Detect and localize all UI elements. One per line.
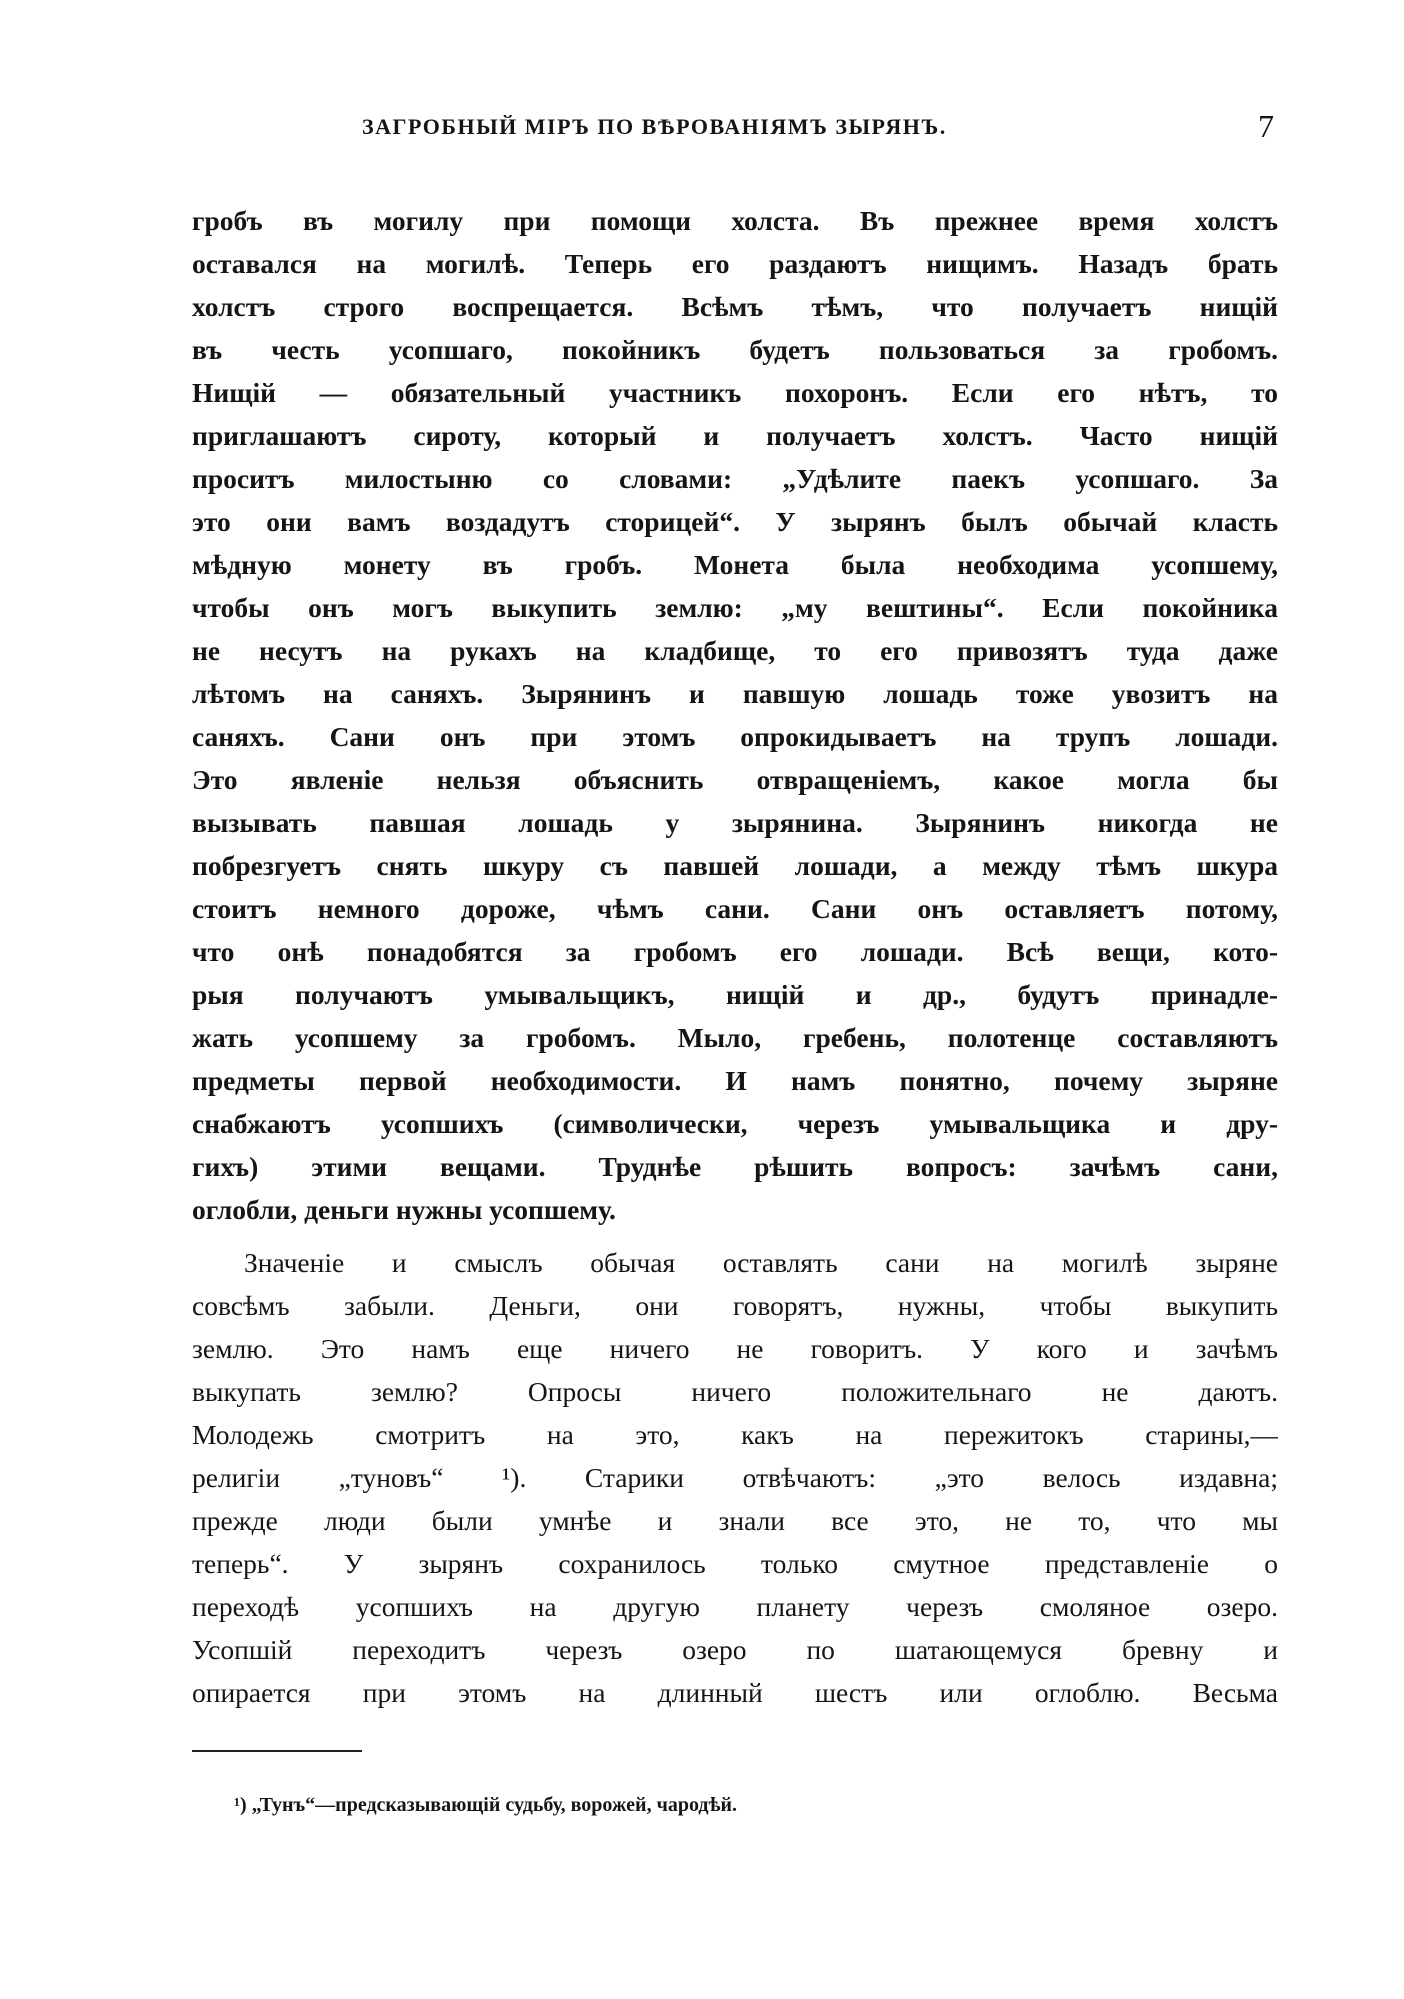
text-line: что онѣ понадобятся за гробомъ его лошади. Всѣ вещи, кото- xyxy=(192,936,1278,967)
text-line: выкупать землю? Опросы ничего положительнаго не даютъ. xyxy=(192,1376,1278,1407)
text-line: опирается при этомъ на длинный шестъ или оглоблю. Весьма xyxy=(192,1677,1278,1708)
text-line: религіи „туновъ“ ¹). Старики отвѣчаютъ: „это велось издавна; xyxy=(192,1462,1278,1493)
text-line: чтобы онъ могъ выкупить землю: „му вештины“. Если покойника xyxy=(192,592,1278,623)
text-line: приглашаютъ сироту, который и получаетъ холстъ. Часто нищій xyxy=(192,420,1278,451)
footnote-divider xyxy=(192,1750,362,1752)
text-line: предметы первой необходимости. И намъ понятно, почему зыряне xyxy=(192,1065,1278,1096)
text-line: рыя получаютъ умывальщикъ, нищій и др., будутъ принадле- xyxy=(192,979,1278,1010)
text-line: Значеніе и смыслъ обычая оставлять сани на могилѣ зыряне xyxy=(244,1247,1278,1278)
text-line: снабжаютъ усопшихъ (символически, черезъ умывальщика и дру- xyxy=(192,1108,1278,1139)
text-line: побрезгуетъ снять шкуру съ павшей лошади, а между тѣмъ шкура xyxy=(192,850,1278,881)
text-line: мѣдную монету въ гробъ. Монета была необходима усопшему, xyxy=(192,549,1278,580)
text-line: переходѣ усопшихъ на другую планету черезъ смоляное озеро. xyxy=(192,1591,1278,1622)
running-title: ЗАГРОБНЫЙ МІРЪ ПО ВѢРОВАНІЯМЪ ЗЫРЯНЪ. xyxy=(362,114,947,139)
text-line: холстъ строго воспрещается. Всѣмъ тѣмъ, что получаетъ нищій xyxy=(192,291,1278,322)
text-line: проситъ милостыню со словами: „Удѣлите паекъ усопшаго. За xyxy=(192,463,1278,494)
text-line: не несутъ на рукахъ на кладбище, то его привозятъ туда даже xyxy=(192,635,1278,666)
footnote: ¹) „Тунъ“—предсказывающій судьбу, ворожей, чародѣй. xyxy=(234,1794,738,1816)
text-line: стоитъ немного дороже, чѣмъ сани. Сани онъ оставляетъ потому, xyxy=(192,893,1278,924)
text-line: Нищій — обязательный участникъ похоронъ. Если его нѣтъ, то xyxy=(192,377,1278,408)
text-line: оставался на могилѣ. Теперь его раздаютъ нищимъ. Назадъ брать xyxy=(192,248,1278,279)
text-line: саняхъ. Сани онъ при этомъ опрокидываетъ на трупъ лошади. xyxy=(192,721,1278,752)
text-line: совсѣмъ забыли. Деньги, они говорятъ, нужны, чтобы выкупить xyxy=(192,1290,1278,1321)
text-line: Молодежь смотритъ на это, какъ на пережитокъ старины,— xyxy=(192,1419,1278,1450)
text-line: жать усопшему за гробомъ. Мыло, гребень, полотенце составляютъ xyxy=(192,1022,1278,1053)
text-line: теперь“. У зырянъ сохранилось только смутное представленіе о xyxy=(192,1548,1278,1579)
text-line: Это явленіе нельзя объяснить отвращеніемъ, какое могла бы xyxy=(192,764,1278,795)
text-line: вызывать павшая лошадь у зырянина. Зырянинъ никогда не xyxy=(192,807,1278,838)
text-line: гихъ) этими вещами. Труднѣе рѣшить вопросъ: зачѣмъ сани, xyxy=(192,1151,1278,1182)
text-line: землю. Это намъ еще ничего не говоритъ. У кого и зачѣмъ xyxy=(192,1333,1278,1364)
text-line: оглобли, деньги нужны усопшему. xyxy=(192,1194,616,1225)
text-line: въ честь усопшаго, покойникъ будетъ пользоваться за гробомъ. xyxy=(192,334,1278,365)
text-line: прежде люди были умнѣе и знали все это, не то, что мы xyxy=(192,1505,1278,1536)
text-line: это они вамъ воздадутъ сторицей“. У зырянъ былъ обычай класть xyxy=(192,506,1278,537)
text-line: Усопшій переходитъ черезъ озеро по шатающемуся бревну и xyxy=(192,1634,1278,1665)
text-line: лѣтомъ на саняхъ. Зырянинъ и павшую лошадь тоже увозитъ на xyxy=(192,678,1278,709)
text-line: гробъ въ могилу при помощи холста. Въ прежнее время холстъ xyxy=(192,205,1278,236)
page-number: 7 xyxy=(1258,108,1274,144)
